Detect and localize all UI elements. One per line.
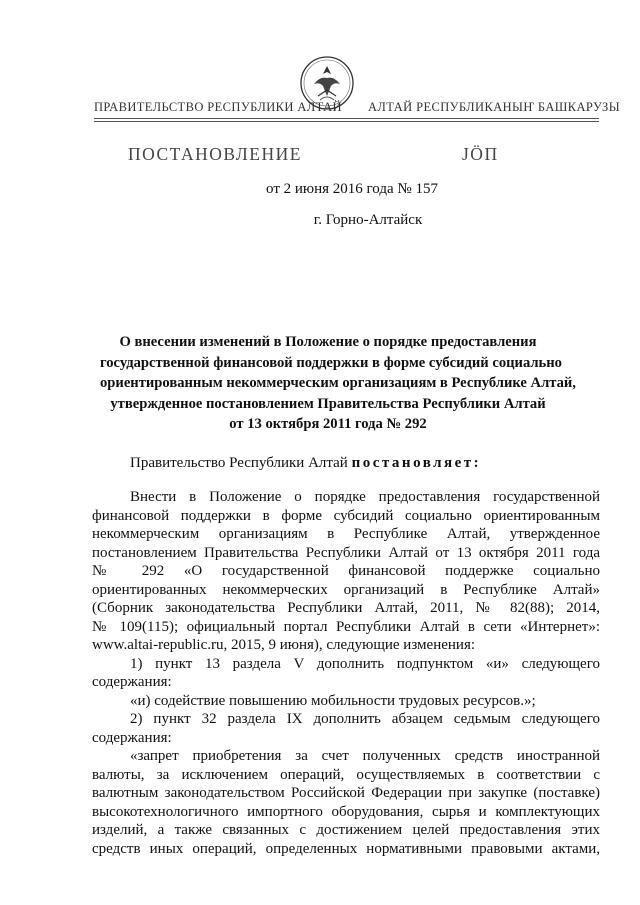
header-rule — [94, 121, 599, 122]
doc-type-ru: ПОСТАНОВЛЕНИЕ — [128, 144, 302, 164]
body-line: средств иных операций, определенных нормативными правовыми актами, — [92, 840, 600, 857]
header-rule — [94, 118, 599, 119]
body-line: некоммерческим организациям в Республике Алтай, утвержденное — [92, 526, 600, 542]
body-line: финансовой поддержки в форме субсидий социально ориентированным — [92, 507, 600, 524]
body-line: 2) пункт 32 раздела IX дополнить абзацем седьмым следующего — [130, 711, 600, 727]
document-title — [100, 332, 576, 435]
decree-prefix: Правительство Республики Алтай — [130, 455, 348, 471]
body-line: № 109(115); официальный портал Республики Алтай в сети «Интернет»: — [92, 618, 600, 635]
body-line: (Сборник законодательства Республики Алтай, 2011, № 82(88); 2014, — [92, 600, 600, 616]
date-number-line: от 2 июня 2016 года № 157 — [266, 181, 438, 197]
body-line: ориентированных некоммерческих организаций в Республике Алтай» — [92, 581, 600, 598]
title-line: утвержденное постановлением Правительства Республики Алтай — [110, 395, 546, 412]
body-line: изделий, а также связанных с достижением целей предоставления этих — [92, 822, 600, 838]
header-right-org: АЛТАЙ РЕСПУБЛИКАНЫҤ БАШКАРУЗЫ — [368, 100, 621, 114]
body-line: высокотехнологичного импортного оборудования, сырья и комплектующих — [92, 803, 600, 820]
body-line: Внести в Положение о порядке предоставления государственной — [130, 489, 600, 505]
title-line: государственной финансовой поддержки в форме субсидий социально — [100, 354, 562, 371]
body-line: 1) пункт 13 раздела V дополнить подпунктом «и» следующего — [130, 655, 600, 672]
body-line: № 292 «О государственной финансовой поддержке социально — [92, 563, 600, 579]
body-line: валютным законодательством Российской Федерации при закупке (поставке) — [92, 785, 600, 801]
decree-verb: постановляет: — [351, 455, 482, 471]
header-left-org: ПРАВИТЕЛЬСТВО РЕСПУБЛИКИ АЛТАЙ — [94, 100, 342, 114]
body-line: «и) содействие повышению мобильности трудовых ресурсов.»; — [130, 692, 536, 709]
doc-type-alt: ЈÖП — [462, 144, 499, 164]
document-body — [92, 488, 600, 858]
title-line: О внесении изменений в Положение о порядке предоставления — [119, 334, 537, 350]
body-line: содержания: — [92, 729, 172, 746]
body-line: «запрет приобретения за счет полученных средств иностранной — [130, 748, 600, 764]
city-line: г. Горно-Алтайск — [313, 212, 423, 228]
title-line: от 13 октября 2011 года № 292 — [229, 416, 427, 432]
body-line: содержания: — [92, 674, 172, 690]
body-line: www.altai-republic.ru, 2015, 9 июня), следующие изменения: — [92, 637, 476, 653]
body-line: валюты, за исключением операций, осуществляемых в соответствии с — [92, 766, 600, 783]
title-line: ориентированным некоммерческим организациям в Республике Алтай, — [100, 375, 576, 391]
decree-line — [130, 455, 481, 472]
body-line: постановлением Правительства Республики Алтай от 13 октября 2011 года — [92, 544, 600, 561]
